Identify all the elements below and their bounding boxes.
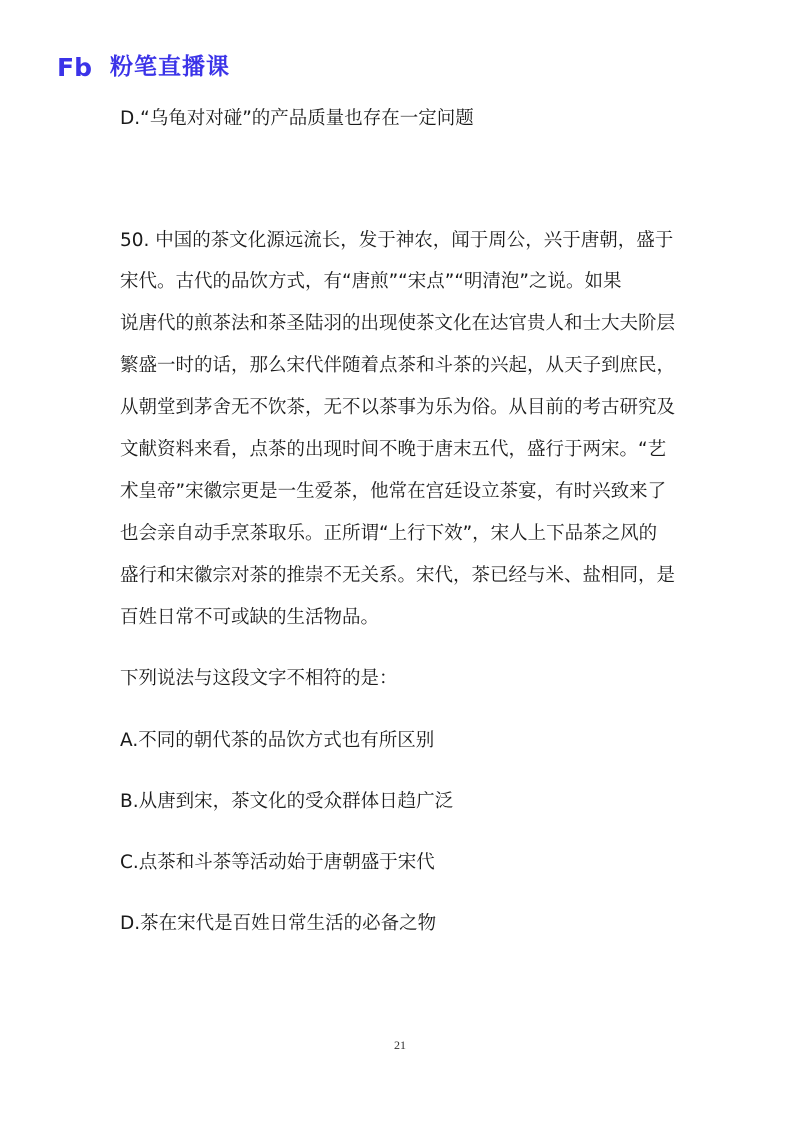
page-number: 21 xyxy=(394,1038,406,1052)
passage-line: 百姓日常不可或缺的生活物品。 xyxy=(120,607,380,628)
logo-text: Fb xyxy=(57,53,92,82)
passage-line: 宋代。古代的品饮方式，有“唐煎”“宋点”“明清泡”之说。如果 xyxy=(120,271,622,292)
passage-line: 文献资料来看，点茶的出现时间不晚于唐末五代，盛行于两宋。“艺 xyxy=(120,439,667,460)
option-d: D.茶在宋代是百姓日常生活的必备之物 xyxy=(120,913,437,934)
question-prompt: 下列说法与这段文字不相符的是： xyxy=(120,668,398,689)
option-b: B.从唐到宋，茶文化的受众群体日趋广泛 xyxy=(120,791,454,812)
passage-line: 从朝堂到茅舍无不饮茶，无不以茶事为乐为俗。从目前的考古研究及 xyxy=(120,397,676,418)
option-a: A.不同的朝代茶的品饮方式也有所区别 xyxy=(120,730,435,751)
passage-line: 说唐代的煎茶法和茶圣陆羽的出现使茶文化在达官贵人和士大夫阶层 xyxy=(120,313,676,334)
passage-line: 50. 中国的茶文化源远流长，发于神农，闻于周公，兴于唐朝，盛于 xyxy=(120,230,674,251)
previous-question-option-d: D.“乌龟对对碰”的产品质量也存在一定问题 xyxy=(120,108,474,129)
passage-line: 繁盛一时的话，那么宋代伴随着点茶和斗茶的兴起，从天子到庶民， xyxy=(120,355,676,376)
brand-header xyxy=(56,50,230,84)
fenbi-logo-icon xyxy=(56,52,102,82)
option-c: C.点茶和斗茶等活动始于唐朝盛于宋代 xyxy=(120,852,435,873)
passage-line: 术皇帝”宋徽宗更是一生爱茶，他常在宫廷设立茶宴，有时兴致来了 xyxy=(120,481,667,502)
brand-name: 粉笔直播课 xyxy=(110,54,230,80)
passage-line: 也会亲自动手烹茶取乐。正所谓“上行下效”，宋人上下品茶之风的 xyxy=(120,523,658,544)
passage-line: 盛行和宋徽宗对茶的推崇不无关系。宋代，茶已经与米、盐相同，是 xyxy=(120,565,676,586)
